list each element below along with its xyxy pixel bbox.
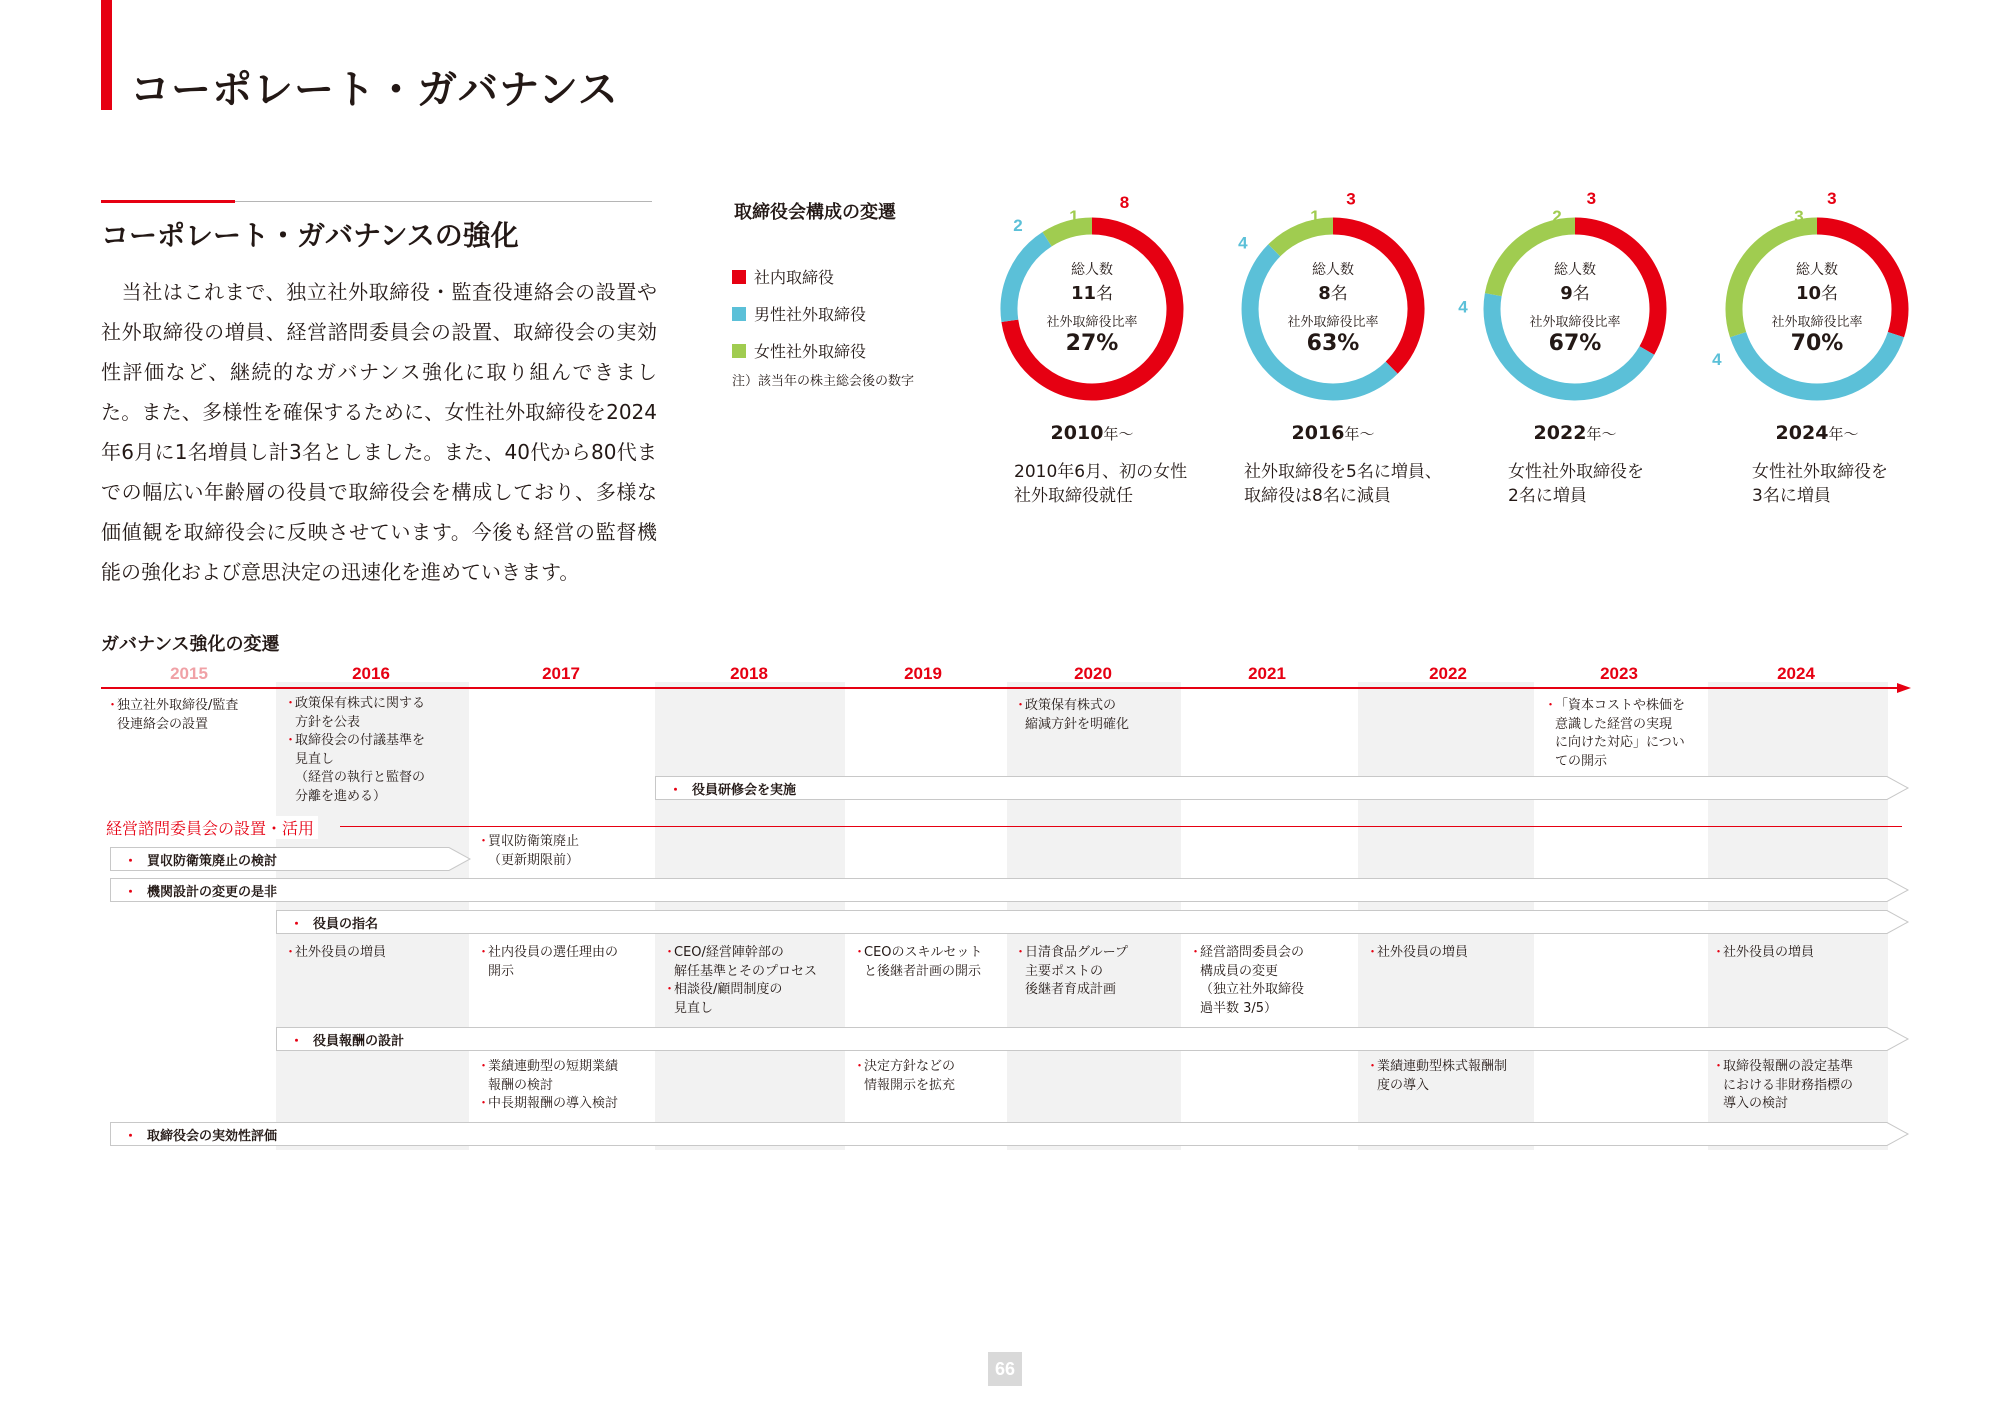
donut-segment-label: 2 bbox=[1552, 207, 1562, 226]
page-number: 66 bbox=[988, 1352, 1022, 1386]
donut-total-unit: 名 bbox=[1330, 284, 1348, 304]
note-line: 経営諮問委員会の bbox=[1200, 945, 1305, 960]
bar-label-text: 取締役会の実効性評価 bbox=[147, 1129, 278, 1144]
timeline-note: ・ 業績連動型の短期業績 報酬の検討 ・ 中長期報酬の導入検討 bbox=[477, 1058, 618, 1114]
timeline-note: ・ 日清食品グループ 主要ポストの 後継者育成計画 bbox=[1014, 944, 1128, 1000]
donut-segment-label: 4 bbox=[1458, 297, 1468, 317]
timeline-year: 2015 bbox=[170, 664, 208, 683]
donut-segment-label: 3 bbox=[1827, 189, 1837, 208]
donut-segment-label: 4 bbox=[1712, 350, 1722, 370]
note-line: 見直し bbox=[674, 1000, 714, 1016]
donut-year bbox=[1022, 422, 1162, 444]
bar-label: ・ 機関設計の変更の是非 bbox=[124, 885, 278, 900]
note-line: 独立社外取締役/監査 bbox=[117, 698, 239, 713]
timeline-note: ・ 「資本コストや株価を 意識した経営の実現 に向けた対応」につい ての開示 bbox=[1544, 697, 1685, 771]
note-line: 役連絡会の設置 bbox=[117, 716, 209, 732]
timeline-year: 2017 bbox=[542, 664, 580, 683]
timeline-year: 2018 bbox=[730, 664, 768, 683]
donut-total-label: 総人数 bbox=[1312, 262, 1354, 278]
donut-total-number: 11 bbox=[1070, 283, 1097, 304]
note-line: 度の導入 bbox=[1377, 1077, 1430, 1093]
timeline-note: ・ 業績連動型株式報酬制 度の導入 bbox=[1366, 1058, 1507, 1095]
donut-segment-label: 8 bbox=[1119, 192, 1130, 212]
donut-total-label: 総人数 bbox=[1071, 262, 1113, 278]
timeline-note: ・ CEOのスキルセット と後継者計画の開示 bbox=[853, 944, 982, 981]
donut-segment-label: 3 bbox=[1794, 207, 1804, 226]
bar-label: ・ 役員の指名 bbox=[290, 917, 379, 932]
legend-label: 女性社外取締役 bbox=[754, 342, 867, 361]
section-title: コーポレート・ガバナンスの強化 bbox=[101, 219, 519, 252]
donut-segment-label: 1 bbox=[1069, 207, 1079, 226]
note-line: 日清食品グループ bbox=[1025, 945, 1128, 960]
bar-label-text: 役員の指名 bbox=[313, 917, 379, 932]
timeline-bar-nomination bbox=[276, 910, 1909, 934]
donut-description-line: 社外取締役就任 bbox=[1014, 486, 1133, 506]
note-line: 社外役員の増員 bbox=[1377, 945, 1469, 960]
donut-year-suffix: 年〜 bbox=[1586, 425, 1617, 443]
timeline-arrow-icon bbox=[1897, 683, 1911, 693]
note-line: 解任基準とそのプロセス bbox=[674, 963, 818, 979]
timeline-bar-compensation bbox=[276, 1027, 1909, 1051]
donut-segment-label: 2 bbox=[1013, 215, 1023, 235]
note-line: ての開示 bbox=[1555, 753, 1608, 769]
note-line: 開示 bbox=[488, 963, 515, 979]
note-line: 意識した経営の実現 bbox=[1555, 716, 1673, 732]
title-accent-bar bbox=[101, 0, 112, 110]
timeline-year: 2024 bbox=[1777, 664, 1815, 683]
donut-ratio-label: 社外取締役比率 bbox=[1771, 315, 1863, 330]
bar-label-text: 役員研修会を実施 bbox=[692, 783, 797, 798]
legend-item-male-outside bbox=[732, 295, 866, 332]
timeline-note: ・ 経営諮問委員会の 構成員の変更 （独立社外取締役 過半数 3/5） bbox=[1189, 944, 1304, 1018]
donut-segment bbox=[1047, 226, 1092, 239]
board-chart-title: 取締役会構成の変遷 bbox=[734, 202, 896, 223]
legend-swatch-male-outside bbox=[732, 307, 746, 321]
donut-year bbox=[1263, 422, 1403, 444]
note-line: 後継者育成計画 bbox=[1025, 982, 1117, 997]
chart-footnote: 注）該当年の株主総会後の数字 bbox=[732, 374, 915, 389]
timeline-note: ・ 政策保有株式に関する 方針を公表 ・ 取締役会の付議基準を 見直し （経営の執行と監督の 分離を進める） bbox=[284, 695, 425, 806]
legend-label: 男性社外取締役 bbox=[754, 305, 867, 324]
note-line: 決定方針などの bbox=[864, 1059, 956, 1074]
donut-segment-label: 3 bbox=[1586, 189, 1597, 209]
timeline-note: ・ 取締役報酬の設定基準 における非財務指標の 導入の検討 bbox=[1712, 1058, 1853, 1114]
donut-description bbox=[1752, 460, 1888, 508]
note-line: 相談役/顧問制度の bbox=[674, 982, 783, 997]
bar-label: ・ 買収防衛策廃止の検討 bbox=[124, 854, 278, 869]
donut-segment-label: 4 bbox=[1238, 233, 1248, 253]
section-rule bbox=[235, 201, 652, 202]
donut-segment-label: 3 bbox=[1346, 189, 1356, 209]
timeline-note: ・ 買収防衛策廃止 （更新期限前） bbox=[477, 833, 579, 870]
donut-total-value bbox=[1032, 279, 1152, 304]
committee-line bbox=[340, 826, 1902, 827]
donut-total-unit: 名 bbox=[1572, 284, 1590, 304]
donut-total-number: 8 bbox=[1318, 283, 1331, 304]
donut-ratio-value: 70% bbox=[1790, 331, 1844, 356]
donut-year-number: 2024 bbox=[1775, 422, 1829, 444]
legend-item-female-outside bbox=[732, 332, 866, 369]
timeline-note: ・ 政策保有株式の 縮減方針を明確化 bbox=[1014, 697, 1129, 734]
note-line: 情報開示を拡充 bbox=[864, 1077, 956, 1093]
donut-total-unit: 名 bbox=[1821, 284, 1839, 304]
note-line: 社外役員の増員 bbox=[1723, 945, 1815, 960]
bar-label-text: 役員報酬の設計 bbox=[313, 1034, 405, 1049]
bar-label-text: 機関設計の変更の是非 bbox=[147, 885, 278, 900]
note-line: 社外役員の増員 bbox=[295, 945, 387, 960]
timeline-note: ・ CEO/経営陣幹部の 解任基準とそのプロセス ・ 相談役/顧問制度の 見直し bbox=[663, 944, 817, 1018]
timeline-note: ・ 社外役員の増員 bbox=[1366, 944, 1468, 963]
donut-segment bbox=[1010, 226, 1175, 392]
donut-total-value bbox=[1757, 279, 1877, 304]
note-line: 業績連動型株式報酬制 bbox=[1377, 1059, 1508, 1074]
bar-label-text: 買収防衛策廃止の検討 bbox=[147, 854, 278, 869]
donut-total-number: 10 bbox=[1795, 283, 1822, 304]
note-line: 導入の検討 bbox=[1723, 1096, 1789, 1111]
bar-arrow-shape bbox=[276, 910, 1909, 934]
bar-arrow-shape bbox=[276, 1027, 1909, 1051]
note-line: 取締役報酬の設定基準 bbox=[1723, 1059, 1854, 1074]
timeline-year: 2023 bbox=[1600, 664, 1638, 683]
timeline-axis bbox=[101, 687, 1897, 689]
bar-arrow-shape bbox=[110, 1122, 1909, 1146]
donut-description-line: 社外取締役を5名に増員、 bbox=[1244, 462, 1442, 482]
donut-total-label: 総人数 bbox=[1796, 262, 1838, 278]
legend-label: 社内取締役 bbox=[754, 268, 835, 287]
note-line: 縮減方針を明確化 bbox=[1025, 716, 1130, 732]
timeline-year: 2019 bbox=[904, 664, 942, 683]
legend-swatch-internal bbox=[732, 270, 746, 284]
note-line: 政策保有株式に関する bbox=[295, 696, 426, 711]
timeline-bar-training bbox=[655, 776, 1909, 800]
donut-year-suffix: 年〜 bbox=[1828, 425, 1859, 443]
note-line: （独立社外取締役 bbox=[1200, 982, 1305, 997]
note-line: と後継者計画の開示 bbox=[864, 963, 982, 979]
bar-label: ・ 取締役会の実効性評価 bbox=[124, 1129, 278, 1144]
timeline-year: 2021 bbox=[1248, 664, 1286, 683]
section-body: 当社はこれまで、独立社外取締役・監査役連絡会の設置や社外取締役の増員、経営諮問委員会の設置、取締役会の実効性評価など、継続的なガバナンス強化に取り組んできました。また、多様性を確保するために、女性社外取締役を2024年6月に1名増員し計3名としました。また、40代から80代までの幅広い年齢層の役員で取締役会を構成しており、多様な価値観を取締役会に反映させています。今後も経営の監督機能の強化および意思決定の迅速化を進めていきます。 bbox=[101, 280, 657, 584]
donut-year bbox=[1505, 422, 1645, 444]
note-line: CEO/経営陣幹部の bbox=[674, 945, 784, 960]
timeline-note: ・ 独立社外取締役/監査 役連絡会の設置 bbox=[106, 697, 238, 734]
donut-total-unit: 名 bbox=[1096, 284, 1114, 304]
donut-description bbox=[1508, 460, 1644, 508]
donut-description-line: 3名に増員 bbox=[1752, 486, 1831, 506]
donut-ratio-label: 社外取締役比率 bbox=[1046, 315, 1138, 330]
timeline-note: ・ 社外役員の増員 bbox=[284, 944, 386, 963]
note-line: 方針を公表 bbox=[295, 714, 361, 730]
note-line: 過半数 3/5） bbox=[1200, 1000, 1278, 1016]
donut-ratio-value: 27% bbox=[1065, 331, 1119, 356]
timeline-bar-evaluation bbox=[110, 1122, 1909, 1146]
note-line: 取締役会の付議基準を bbox=[295, 733, 426, 748]
legend-swatch-female-outside bbox=[732, 344, 746, 358]
committee-label: 経営諮問委員会の設置・活用 bbox=[106, 816, 318, 839]
note-line: （経営の執行と監督の bbox=[295, 770, 426, 785]
timeline-year: 2016 bbox=[352, 664, 390, 683]
donut-total-value bbox=[1515, 279, 1635, 304]
timeline-year: 2020 bbox=[1074, 664, 1112, 683]
note-line: 業績連動型の短期業績 bbox=[488, 1059, 619, 1074]
legend-item-internal bbox=[732, 258, 866, 295]
timeline-bar-org-design bbox=[110, 878, 1909, 902]
donut-total-label: 総人数 bbox=[1554, 262, 1596, 278]
note-line: 「資本コストや株価を bbox=[1555, 698, 1686, 713]
donut-year-number: 2010 bbox=[1050, 422, 1104, 444]
note-line: 分離を進める） bbox=[295, 788, 387, 804]
donut-ratio-value: 63% bbox=[1306, 331, 1360, 356]
donut-year bbox=[1747, 422, 1887, 444]
donut-description-line: 2010年6月、初の女性 bbox=[1014, 462, 1188, 482]
donut-description-line: 女性社外取締役を bbox=[1508, 462, 1644, 482]
note-line: における非財務指標の bbox=[1723, 1077, 1854, 1093]
timeline-note: ・ 社内役員の選任理由の 開示 bbox=[477, 944, 618, 981]
donut-description-line: 取締役は8名に減員 bbox=[1244, 486, 1391, 506]
donut-total-value bbox=[1273, 279, 1393, 304]
note-line: 主要ポストの bbox=[1025, 963, 1104, 979]
bar-arrow-shape bbox=[655, 776, 1909, 800]
donut-segment-label: 1 bbox=[1310, 207, 1320, 226]
timeline-year: 2022 bbox=[1429, 664, 1467, 683]
chart-legend bbox=[732, 258, 866, 369]
note-line: 見直し bbox=[295, 751, 335, 767]
timeline-bar-takeover bbox=[110, 847, 471, 871]
timeline-note: ・ 決定方針などの 情報開示を拡充 bbox=[853, 1058, 955, 1095]
bar-label: ・ 役員研修会を実施 bbox=[669, 783, 797, 798]
donut-ratio-label: 社外取締役比率 bbox=[1287, 315, 1379, 330]
note-line: に向けた対応」につい bbox=[1555, 735, 1685, 750]
donut-description bbox=[1244, 460, 1442, 508]
page-title: コーポレート・ガバナンス bbox=[130, 67, 619, 113]
timeline-note: ・ 社外役員の増員 bbox=[1712, 944, 1814, 963]
note-line: 構成員の変更 bbox=[1200, 963, 1279, 979]
donut-year-number: 2022 bbox=[1533, 422, 1587, 444]
donut-description bbox=[1014, 460, 1187, 508]
donut-ratio-value: 67% bbox=[1548, 331, 1602, 356]
donut-year-suffix: 年〜 bbox=[1344, 425, 1375, 443]
bar-label: ・ 役員報酬の設計 bbox=[290, 1034, 405, 1049]
section-rule-accent bbox=[101, 200, 235, 203]
note-line: CEOのスキルセット bbox=[864, 945, 983, 960]
donut-description-line: 2名に増員 bbox=[1508, 486, 1587, 506]
timeline-title: ガバナンス強化の変遷 bbox=[101, 634, 280, 655]
bar-arrow-shape bbox=[110, 878, 1909, 902]
donut-ratio-label: 社外取締役比率 bbox=[1529, 315, 1621, 330]
note-line: 報酬の検討 bbox=[488, 1077, 554, 1093]
donut-segment bbox=[1274, 226, 1333, 250]
note-line: 買収防衛策廃止 bbox=[488, 834, 580, 849]
note-line: 中長期報酬の導入検討 bbox=[488, 1096, 619, 1111]
note-line: 政策保有株式の bbox=[1025, 698, 1117, 713]
donut-year-number: 2016 bbox=[1291, 422, 1345, 444]
donut-total-number: 9 bbox=[1560, 283, 1573, 304]
donut-description-line: 女性社外取締役を bbox=[1752, 462, 1888, 482]
donut-year-suffix: 年〜 bbox=[1103, 425, 1134, 443]
note-line: （更新期限前） bbox=[488, 852, 580, 868]
note-line: 社内役員の選任理由の bbox=[488, 945, 619, 960]
